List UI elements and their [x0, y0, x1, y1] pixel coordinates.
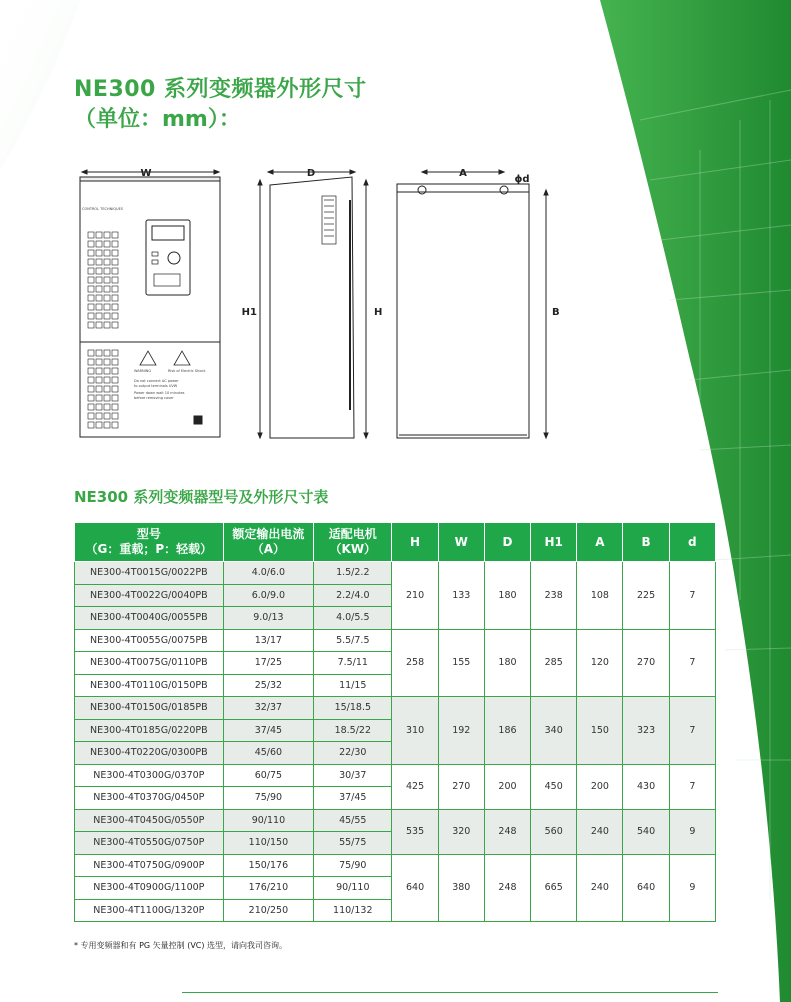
header-d: D: [484, 523, 530, 562]
cell-b: 270: [623, 629, 669, 697]
cell-motor: 7.5/11: [314, 652, 392, 675]
table-row: [75, 562, 716, 585]
cell-current: 25/32: [223, 674, 313, 697]
cell-w: 133: [438, 562, 484, 630]
cell-d: 200: [484, 764, 530, 809]
cell-h1: 450: [531, 764, 577, 809]
cell-dd: 9: [669, 809, 715, 854]
cell-motor: 45/55: [314, 809, 392, 832]
cell-h1: 560: [531, 809, 577, 854]
cell-current: 150/176: [223, 854, 313, 877]
header-w: W: [438, 523, 484, 562]
cell-current: 37/45: [223, 719, 313, 742]
label-phi-d: ϕd: [514, 174, 530, 185]
cell-current: 210/250: [223, 899, 313, 922]
cell-a: 240: [577, 854, 623, 922]
cell-a: 150: [577, 697, 623, 765]
cell-current: 60/75: [223, 764, 313, 787]
cell-current: 6.0/9.0: [223, 584, 313, 607]
cell-d: 180: [484, 629, 530, 697]
brand-logo-text: CONTROL TECHNIQUES: [82, 207, 124, 211]
warning-line-3: to output terminals UVW: [134, 384, 178, 388]
label-a: A: [459, 168, 467, 179]
header-current: 额定输出电流 （A）: [223, 523, 313, 562]
label-d: D: [306, 168, 316, 179]
cell-motor: 15/18.5: [314, 697, 392, 720]
cell-dd: 9: [669, 854, 715, 922]
table-row: [75, 764, 716, 787]
page-subtitle-unit: （单位：mm）：: [74, 107, 241, 132]
page-title: NE300 系列变频器外形尺寸: [74, 77, 367, 102]
cell-current: 17/25: [223, 652, 313, 675]
header-h1: H1: [531, 523, 577, 562]
cell-motor: 37/45: [314, 787, 392, 810]
label-h1: H1: [241, 307, 257, 318]
cell-h1: 340: [531, 697, 577, 765]
cell-d: 248: [484, 809, 530, 854]
cell-model: NE300-4T0022G/0040PB: [75, 584, 224, 607]
cell-current: 45/60: [223, 742, 313, 765]
cell-motor: 110/132: [314, 899, 392, 922]
cell-model: NE300-4T0075G/0110PB: [75, 652, 224, 675]
cell-model: NE300-4T1100G/1320P: [75, 899, 224, 922]
cell-dd: 7: [669, 629, 715, 697]
table-row: [75, 629, 716, 652]
cell-model: NE300-4T0300G/0370P: [75, 764, 224, 787]
cell-h: 425: [392, 764, 438, 809]
table-header-row: [75, 523, 716, 562]
footnote: * 专用变频器和有 PG 矢量控制 (VC) 选型，请向我司咨询。: [74, 941, 288, 950]
cell-model: NE300-4T0750G/0900P: [75, 854, 224, 877]
cell-motor: 75/90: [314, 854, 392, 877]
cell-h1: 665: [531, 854, 577, 922]
cell-motor: 55/75: [314, 832, 392, 855]
cell-w: 320: [438, 809, 484, 854]
label-w: W: [140, 168, 152, 179]
cell-motor: 30/37: [314, 764, 392, 787]
cell-w: 155: [438, 629, 484, 697]
cell-current: 90/110: [223, 809, 313, 832]
cell-model: NE300-4T0150G/0185PB: [75, 697, 224, 720]
cell-motor: 1.5/2.2: [314, 562, 392, 585]
cell-a: 108: [577, 562, 623, 630]
label-b: B: [552, 307, 560, 318]
cell-a: 200: [577, 764, 623, 809]
cell-h: 535: [392, 809, 438, 854]
side-view-drawing: [258, 170, 368, 438]
cell-d: 248: [484, 854, 530, 922]
cell-model: NE300-4T0055G/0075PB: [75, 629, 224, 652]
cell-model: NE300-4T0015G/0022PB: [75, 562, 224, 585]
cell-w: 192: [438, 697, 484, 765]
cell-motor: 4.0/5.5: [314, 607, 392, 630]
cell-model: NE300-4T0185G/0220PB: [75, 719, 224, 742]
warning-line-2: Do not connect AC power: [134, 379, 179, 383]
cell-dd: 7: [669, 697, 715, 765]
cell-current: 32/37: [223, 697, 313, 720]
cell-b: 225: [623, 562, 669, 630]
warning-line-5: before removing cover: [134, 396, 174, 400]
cell-model: NE300-4T0110G/0150PB: [75, 674, 224, 697]
cell-a: 120: [577, 629, 623, 697]
warning-line-4: Power down wait 10 minutes: [134, 391, 185, 395]
cell-b: 540: [623, 809, 669, 854]
bottom-divider: [182, 992, 718, 993]
table-row: [75, 697, 716, 720]
cell-model: NE300-4T0370G/0450P: [75, 787, 224, 810]
dimension-drawings: [74, 160, 564, 450]
cell-current: 4.0/6.0: [223, 562, 313, 585]
cell-dd: 7: [669, 764, 715, 809]
cell-d: 180: [484, 562, 530, 630]
cell-dd: 7: [669, 562, 715, 630]
header-dd: d: [669, 523, 715, 562]
cell-model: NE300-4T0450G/0550P: [75, 809, 224, 832]
cell-h: 310: [392, 697, 438, 765]
cell-w: 380: [438, 854, 484, 922]
cell-motor: 2.2/4.0: [314, 584, 392, 607]
cell-current: 110/150: [223, 832, 313, 855]
cell-model: NE300-4T0220G/0300PB: [75, 742, 224, 765]
cell-model: NE300-4T0040G/0055PB: [75, 607, 224, 630]
cell-model: NE300-4T0550G/0750P: [75, 832, 224, 855]
header-a: A: [577, 523, 623, 562]
cell-h: 210: [392, 562, 438, 630]
cell-w: 270: [438, 764, 484, 809]
cell-current: 9.0/13: [223, 607, 313, 630]
cell-motor: 11/15: [314, 674, 392, 697]
header-model: 型号 （G：重载；P：轻载）: [75, 523, 224, 562]
cell-motor: 18.5/22: [314, 719, 392, 742]
header-motor: 适配电机 （KW）: [314, 523, 392, 562]
cell-motor: 22/30: [314, 742, 392, 765]
cell-current: 176/210: [223, 877, 313, 900]
header-h: H: [392, 523, 438, 562]
cell-model: NE300-4T0900G/1100P: [75, 877, 224, 900]
cell-current: 75/90: [223, 787, 313, 810]
cell-motor: 5.5/7.5: [314, 629, 392, 652]
cell-current: 13/17: [223, 629, 313, 652]
table-title: NE300 系列变频器型号及外形尺寸表: [74, 488, 329, 506]
warning-label: WARNING: [134, 369, 152, 373]
cell-h1: 285: [531, 629, 577, 697]
cell-h1: 238: [531, 562, 577, 630]
cell-b: 640: [623, 854, 669, 922]
cell-a: 240: [577, 809, 623, 854]
cell-h: 640: [392, 854, 438, 922]
cell-b: 323: [623, 697, 669, 765]
header-b: B: [623, 523, 669, 562]
warning-line-1: Risk of Electric Shock: [168, 369, 206, 373]
cell-d: 186: [484, 697, 530, 765]
back-view-drawing: [397, 170, 548, 438]
table-row: [75, 809, 716, 832]
spec-table: [74, 522, 716, 922]
cell-motor: 90/110: [314, 877, 392, 900]
label-h: H: [374, 307, 383, 318]
cell-b: 430: [623, 764, 669, 809]
table-row: [75, 854, 716, 877]
cell-h: 258: [392, 629, 438, 697]
